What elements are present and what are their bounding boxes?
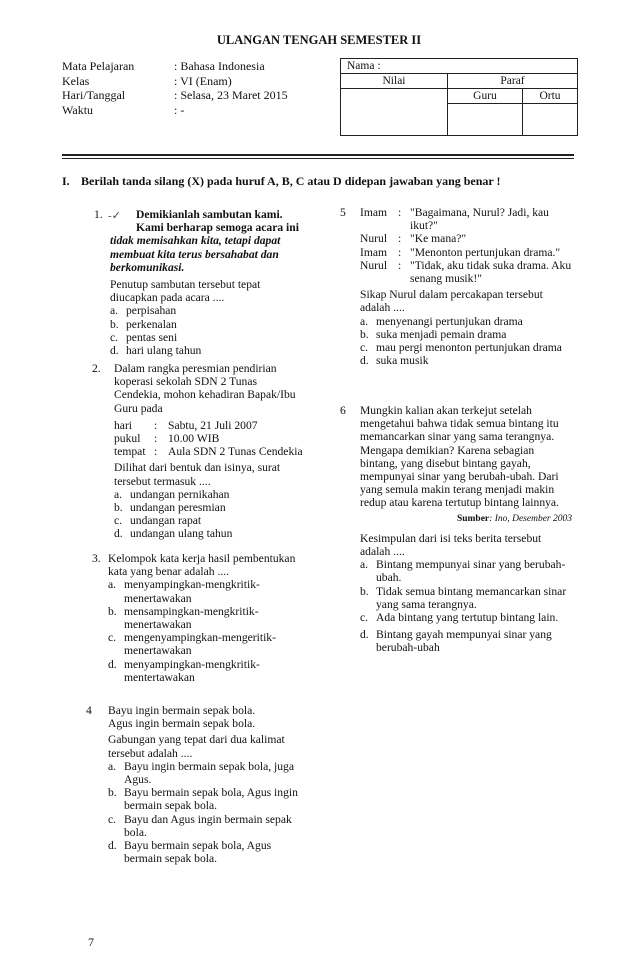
question-prompt: Gabungan yang tepat dari dua kalimat tersebut adalah .... [108, 733, 285, 760]
question-number: 2. [92, 362, 101, 375]
option-a[interactable] [360, 558, 572, 584]
option-d[interactable] [114, 527, 304, 540]
option-b[interactable] [110, 318, 306, 331]
option-text: Bayu bermain sepak bola, Agus ingin bermain sepak bola. [124, 786, 298, 813]
speaker: Imam [360, 245, 388, 259]
info-value: : VI (Enam) [174, 73, 232, 88]
option-letter: b. [360, 327, 369, 341]
option-letter: b. [360, 584, 369, 598]
info-value: : Selasa, 23 Maret 2015 [174, 88, 288, 102]
option-text: Bintang gayah mempunyai sinar yang berubah-ubah [376, 628, 552, 655]
option-text: undangan ulang tahun [130, 527, 233, 541]
dialog-colon: : [398, 245, 402, 259]
info-value: : - [174, 102, 185, 117]
option-letter: a. [108, 578, 117, 592]
info-label: Waktu [62, 102, 94, 117]
detail-key: hari [114, 418, 133, 432]
option-text: undangan rapat [130, 514, 202, 528]
option-text: mau pergi menonton pertunjukan drama [376, 341, 562, 355]
option-text: undangan peresmian [130, 501, 226, 515]
option-text: menyampingkan-mengkritik-mentertawakan [124, 657, 260, 684]
option-c[interactable] [114, 514, 304, 527]
option-b[interactable] [114, 501, 304, 514]
signature-header: Paraf [448, 74, 578, 89]
option-c[interactable] [108, 813, 298, 839]
detail-colon: : [154, 445, 158, 459]
option-a[interactable] [108, 578, 304, 604]
instruction-text: Berilah tanda silang (X) pada huruf A, B, C atau D didepan jawaban yang benar ! [81, 174, 501, 188]
question-text: Dalam rangka peresmian pendirian koperasi sekolah SDN 2 Tunas Cendekia, mohon kehadiran Bapak/Ibu Guru pada [114, 362, 296, 415]
info-row-class [62, 74, 288, 89]
option-text: Bayu dan Agus ingin bermain sepak bola. [124, 812, 292, 839]
detail-value: 10.00 WIB [168, 432, 220, 446]
question-5 [340, 206, 572, 368]
info-label: Kelas [62, 73, 90, 88]
question-text: Demikianlah sambutan kami. Kami berharap semoga acara ini [136, 208, 299, 235]
option-text: perkenalan [126, 317, 177, 331]
option-letter: d. [114, 527, 123, 541]
option-d[interactable] [108, 658, 304, 684]
option-letter: d. [360, 354, 369, 368]
header-divider [62, 154, 574, 156]
option-text: hari ulang tahun [126, 344, 202, 358]
sentence-1: Bayu ingin bermain sepak bola. [108, 704, 256, 717]
info-row-time [62, 103, 288, 118]
option-letter: a. [360, 314, 369, 328]
option-text: Tidak semua bintang memancarkan sinar yang sama terangnya. [376, 584, 567, 611]
option-c[interactable] [110, 331, 306, 344]
option-text: Bintang mempunyai sinar yang berubah-ubah. [376, 558, 566, 585]
page-number: 7 [88, 935, 94, 949]
option-letter: a. [360, 558, 369, 572]
option-c[interactable] [108, 631, 304, 657]
question-number: 1. [94, 208, 103, 221]
option-a[interactable] [114, 488, 304, 501]
option-d[interactable] [360, 628, 572, 654]
question-prompt: Dilihat dari bentuk dan isinya, surat tersebut termasuk .... [114, 461, 281, 488]
dialog-line [360, 259, 572, 285]
speaker: Nurul [360, 258, 388, 272]
detail-row [114, 419, 304, 432]
section-instruction [62, 174, 501, 189]
option-letter: b. [108, 786, 117, 800]
detail-row [114, 432, 304, 445]
question-4 [86, 704, 298, 866]
option-c[interactable] [360, 611, 572, 624]
option-letter: d. [108, 839, 117, 853]
option-c[interactable] [360, 341, 572, 354]
detail-key: tempat [114, 445, 146, 459]
detail-colon: : [154, 432, 158, 446]
sentence-2: Agus ingin bermain sepak bola. [108, 717, 256, 731]
exam-info [62, 59, 288, 117]
option-a[interactable] [360, 315, 572, 328]
option-letter: d. [108, 657, 117, 671]
option-text: Ada bintang yang tertutup bintang lain. [376, 611, 559, 625]
section-number: I. [62, 174, 70, 188]
option-d[interactable] [360, 354, 572, 367]
option-a[interactable] [110, 304, 306, 317]
dialog-colon: : [398, 232, 402, 246]
option-b[interactable] [108, 605, 304, 631]
option-letter: c. [110, 330, 119, 344]
detail-value: Sabtu, 21 Juli 2007 [168, 418, 258, 432]
option-letter: d. [360, 628, 369, 642]
source-label: Sumber [456, 513, 490, 524]
info-row-date [62, 88, 288, 103]
option-letter: a. [114, 487, 123, 501]
check-mark: -✓ [108, 210, 121, 222]
news-text: Mungkin kalian akan terkejut setelah mengetahui bahwa tidak semua bintang itu memancarkan sinar yang sama terangnya. Mengapa demikian? Karena sebagian bintang, yang disebut bintang gayah, mempunyai sinar yang berubah-ubah. Dari yang semula makin terang menjadi makin redup atau karena tertutup bintang lainnya. [360, 404, 559, 510]
option-d[interactable] [110, 344, 306, 357]
exam-title: ULANGAN TENGAH SEMESTER II [216, 33, 422, 47]
question-prompt: Kesimpulan dari isi teks berita tersebut adalah .... [360, 531, 542, 559]
option-b[interactable] [360, 328, 572, 341]
teacher-header: Guru [448, 89, 523, 104]
option-text: Bayu ingin bermain sepak bola, juga Agus. [124, 759, 295, 787]
news-source [360, 513, 572, 526]
option-letter: c. [108, 812, 117, 826]
source-value: : Ino, Desember 2003 [489, 513, 572, 524]
option-letter: b. [114, 501, 123, 515]
dialog-text: "Bagaimana, Nurul? Jadi, kau ikut?" [410, 206, 549, 233]
dialog-line [360, 206, 572, 232]
teacher-signature-cell[interactable] [448, 104, 523, 136]
dialog-colon: : [398, 206, 402, 219]
option-letter: b. [110, 317, 119, 331]
detail-colon: : [154, 418, 158, 432]
question-text-italic: tidak memisahkan kita, tetapi dapat membuat kita terus bersahabat dan berkomunikasi. [110, 234, 281, 274]
question-number: 4 [86, 704, 92, 717]
option-d[interactable] [108, 839, 298, 865]
detail-row [114, 445, 304, 458]
dialog-text: "Menonton pertunjukan drama." [410, 245, 561, 259]
option-letter: b. [108, 604, 117, 618]
detail-value: Aula SDN 2 Tunas Cendekia [168, 445, 303, 459]
option-text: mensampingkan-mengkritik-menertawakan [124, 604, 259, 632]
grade-header: Nilai [341, 74, 448, 89]
option-text: mengenyampingkan-mengeritik-menertawakan [124, 631, 276, 658]
option-b[interactable] [360, 585, 572, 611]
option-text: menyenangi pertunjukan drama [376, 314, 523, 328]
dialog-line [360, 246, 572, 259]
dialog-text: "Tidak, aku tidak suka drama. Aku senang musik!" [410, 258, 572, 286]
dialog-text: "Ke mana?" [410, 232, 467, 246]
question-number: 6 [340, 404, 346, 417]
info-label: Mata Pelajaran [62, 59, 135, 73]
detail-key: pukul [114, 432, 141, 446]
question-number: 3. [92, 552, 101, 565]
option-b[interactable] [108, 786, 298, 812]
question-number: 5 [340, 206, 346, 219]
info-value: : Bahasa Indonesia [174, 59, 265, 73]
speaker: Imam [360, 206, 388, 219]
question-prompt: Kelompok kata kerja hasil pembentukan kata yang benar adalah .... [108, 552, 296, 579]
dialog-colon: : [398, 258, 402, 272]
option-letter: a. [110, 304, 119, 318]
option-text: pentas seni [126, 330, 178, 344]
option-letter: c. [360, 611, 369, 625]
option-text: menyampingkan-mengkritik-menertawakan [124, 578, 260, 605]
dialog-line [360, 232, 572, 245]
question-6 [340, 404, 572, 655]
parent-signature-cell[interactable] [523, 104, 578, 136]
info-row-subject [62, 59, 288, 74]
parent-header: Ortu [523, 89, 578, 104]
score-box [340, 58, 578, 136]
option-a[interactable] [108, 760, 298, 786]
name-field[interactable]: Nama : [341, 59, 578, 74]
option-letter: c. [108, 631, 117, 645]
option-text: perpisahan [126, 304, 177, 318]
option-letter: c. [114, 514, 123, 528]
option-text: undangan pernikahan [130, 487, 230, 501]
option-letter: a. [108, 759, 117, 773]
option-letter: c. [360, 341, 369, 355]
option-text: Bayu bermain sepak bola, Agus bermain sepak bola. [124, 839, 272, 866]
question-1 [94, 208, 306, 358]
question-prompt: Sikap Nurul dalam percakapan tersebut adalah .... [360, 288, 543, 315]
option-text: suka musik [376, 354, 429, 368]
question-2 [92, 362, 304, 541]
question-prompt: Penutup sambutan tersebut tepat diucapkan pada acara .... [110, 278, 261, 305]
header-divider-thin [62, 158, 574, 159]
question-3 [92, 552, 304, 684]
info-label: Hari/Tanggal [62, 88, 126, 102]
grade-cell[interactable] [341, 89, 448, 136]
speaker: Nurul [360, 232, 388, 246]
option-text: suka menjadi pemain drama [376, 327, 507, 341]
option-letter: d. [110, 344, 119, 358]
